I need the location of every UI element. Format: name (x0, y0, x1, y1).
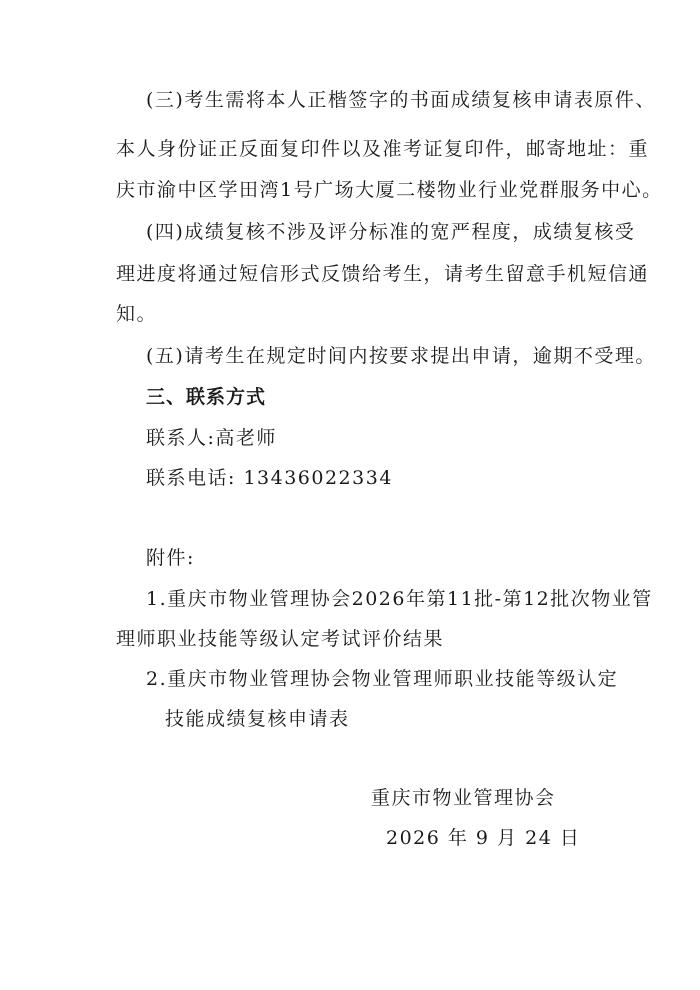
item5-line1: (五)请考生在规定时间内按要求提出申请，逾期不受理。 (146, 345, 656, 367)
contact-person: 联系人:高老师 (146, 427, 277, 449)
signature-date: 2026 年 9 月 24 日 (386, 827, 581, 849)
item4-line3: 知。 (116, 303, 158, 325)
attachments-label: 附件: (146, 547, 195, 569)
signature-org: 重庆市物业管理协会 (371, 787, 556, 809)
item3-line1: (三)考生需将本人正楷签字的书面成绩复核申请表原件、 (146, 89, 656, 111)
item3-line2: 本人身份证正反面复印件以及准考证复印件，邮寄地址：重 (116, 138, 650, 160)
attachment2-line2: 技能成绩复核申请表 (165, 708, 350, 730)
attachment1-line2: 理师职业技能等级认定考试评价结果 (116, 628, 445, 650)
contact-heading: 三、联系方式 (146, 386, 267, 408)
attachment2-line1: 2.重庆市物业管理协会物业管理师职业技能等级认定 (146, 668, 619, 690)
item4-line2: 理进度将通过短信形式反馈给考生，请考生留意手机短信通 (116, 263, 650, 285)
attachment1-line1: 1.重庆市物业管理协会2026年第11批-第12批次物业管 (146, 588, 653, 610)
item4-line1: (四)成绩复核不涉及评分标准的宽严程度，成绩复核受 (146, 221, 636, 243)
item3-line3: 庆市渝中区学田湾1号广场大厦二楼物业行业党群服务中心。 (116, 179, 663, 201)
contact-phone: 联系电话: 13436022334 (146, 467, 393, 489)
